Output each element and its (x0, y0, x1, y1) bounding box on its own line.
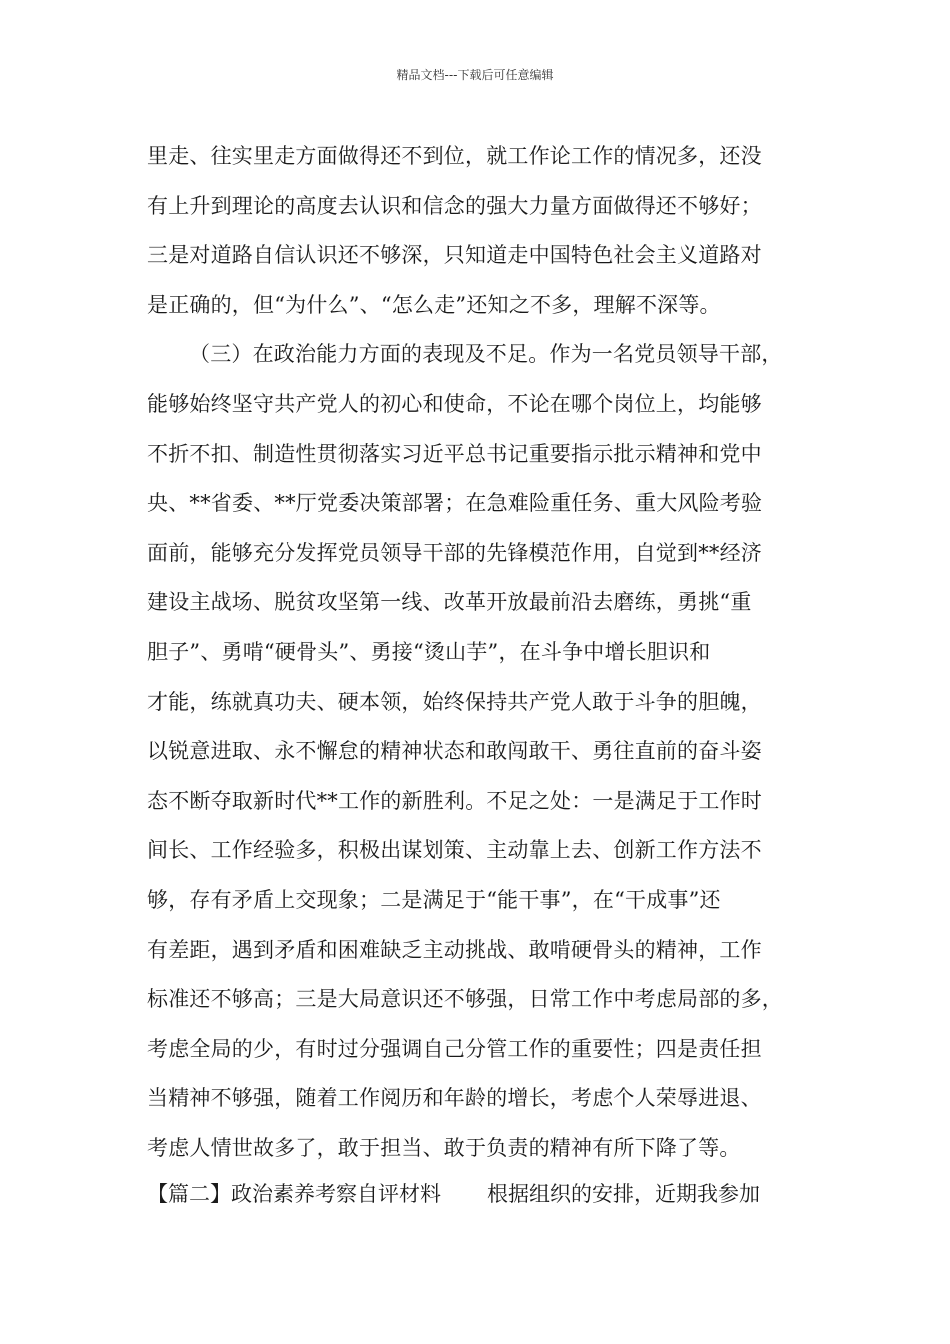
text-line: 够，存有矛盾上交现象；二是满足于“能干事”，在“干成事”还 (147, 887, 721, 912)
section-heading: 【篇二】政治素养考察自评材料 (147, 1182, 441, 1206)
text-line: 胆子”、勇啃“硬骨头”、勇接“烫山芋”，在斗争中增长胆识和 (147, 639, 711, 664)
section-continuation: 根据组织的安排，近期我参加 (487, 1182, 760, 1206)
text-line: 态不断夺取新时代**工作的新胜利。不足之处：一是满足于工作时 (147, 788, 762, 813)
paragraph-2 (147, 330, 833, 1173)
text-line: 当精神不够强，随着工作阅历和年龄的增长，考虑个人荣辱进退、 (147, 1086, 762, 1111)
text-line: 能够始终坚守共产党人的初心和使命，不论在哪个岗位上，均能够 (147, 391, 762, 416)
text-line: 央、**省委、**厅党委决策部署；在急难险重任务、重大风险考验 (147, 491, 763, 516)
text-line: 三是对道路自信认识还不够深，只知道走中国特色社会主义道路对 (147, 243, 762, 268)
text-line: 才能，练就真功夫、硬本领，始终保持共产党人敢于斗争的胆魄， (147, 689, 762, 714)
text-line: 有上升到理论的高度去认识和信念的强大力量方面做得还不够好； (147, 193, 762, 218)
page-header: 精品文档---下载后可任意编辑 (396, 68, 554, 82)
text-line: （三）在政治能力方面的表现及不足。作为一名党员领导干部， (189, 342, 783, 367)
text-line: 面前，能够充分发挥党员领导干部的先锋模范作用，自觉到**经济 (147, 540, 762, 565)
text-line: 有差距，遇到矛盾和困难缺乏主动挑战、敢啃硬骨头的精神，工作 (147, 937, 762, 962)
text-line: 标准还不够高；三是大局意识还不够强，日常工作中考虑局部的多， (147, 987, 783, 1012)
text-line: 里走、往实里走方面做得还不到位，就工作论工作的情况多，还没 (147, 144, 762, 168)
section-heading-line (147, 1170, 760, 1220)
text-line: 以锐意进取、永不懈怠的精神状态和敢闯敢干、勇往直前的奋斗姿 (147, 739, 762, 764)
text-line: 不折不扣、制造性贯彻落实习近平总书记重要指示批示精神和党中 (147, 441, 762, 466)
text-line: 考虑全局的少，有时过分强调自己分管工作的重要性；四是责任担 (147, 1036, 762, 1061)
document-body (147, 132, 833, 1173)
text-line: 间长、工作经验多，积极出谋划策、主动靠上去、创新工作方法不 (147, 838, 762, 863)
text-line: 建设主战场、脱贫攻坚第一线、改革开放最前沿去磨练，勇挑“重 (147, 590, 752, 615)
paragraph-1 (147, 132, 833, 330)
text-line: 考虑人情世故多了，敢于担当、敢于负责的精神有所下降了等。 (147, 1135, 741, 1160)
text-line: 是正确的，但“为什么”、“怎么走”还知之不多，理解不深等。 (147, 292, 721, 317)
